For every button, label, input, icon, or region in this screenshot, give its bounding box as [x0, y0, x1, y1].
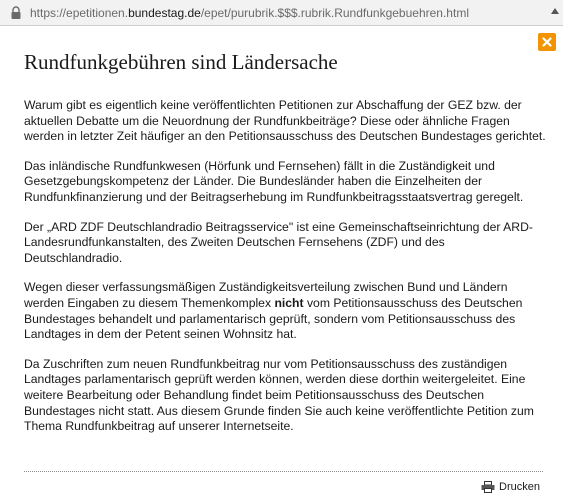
address-bar[interactable]	[0, 0, 563, 26]
scroll-up-arrow-icon[interactable]	[550, 4, 560, 18]
paragraph-beitragsservice: Der „ARD ZDF Deutschlandradio Beitragsservice" ist eine Gemeinschaftseinrichtung der ARD-Landesrundfunkanstalten, des Zweiten Deutschen Fernsehens (ZDF) und des Deutschlandradio.	[24, 219, 533, 265]
paragraph-distribution	[24, 280, 546, 342]
lock-icon	[8, 4, 24, 22]
print-label: Drucken	[499, 481, 540, 493]
url-text[interactable]	[30, 6, 469, 20]
print-button[interactable]	[481, 481, 540, 493]
dialog-content	[24, 50, 546, 449]
url-prefix: https://epetitionen.	[30, 5, 129, 20]
close-button[interactable]	[538, 33, 556, 51]
paragraph-distribution-text-b: vom Petitionsausschuss des Deutschen Bundestages behandelt und parlamentarisch geprüft, sondern vom Petitionsausschuss des Landtages in dem der Petent seinen Wohnsitz hat.	[24, 295, 523, 342]
footer-divider	[24, 471, 543, 472]
paragraph-forwarding: Da Zuschriften zum neuen Rundfunkbeitrag nur vom Petitionsausschuss des zuständigen Landtages parlamentarisch geprüft werden können, werden diese dorthin weitergeleitet. Eine weitere Bearbeitung oder Behandlung findet beim Petitionsausschuss des Deutschen Bundestages nicht statt. Aus diesem Grunde finden Sie auch keine veröffentlichte Petition zum Thema Rundfunkbeitrag auf unserer Internetseite.	[24, 356, 534, 434]
paragraph-competence: Das inländische Rundfunkwesen (Hörfunk und Fernsehen) fällt in die Zuständigkeit und Gesetzgebungskompetenz der Länder. Die Bundesländer haben die Einzelheiten der Rundfunkfinanzierung und der Beitragserhebung im Rundfunkbeitragsstaatsvertrag geregelt.	[24, 158, 524, 204]
paragraph-intro: Warum gibt es eigentlich keine veröffentlichten Petitionen zur Abschaffung der GEZ bzw. der aktuellen Debatte um die Neuordnung der Rundfunkbeiträge? Diese oder ähnliche Fragen werden in letzter Zeit häufiger an den Petitionsausschuss des Deutschen Bundestages gerichtet.	[24, 98, 546, 144]
paragraph-distribution-text-a: Wegen dieser verfassungsmäßigen Zuständigkeitsverteilung zwischen Bund und Ländern werden Eingaben zu diesem Themenkomplex	[24, 280, 508, 310]
paragraph-distribution-emphasis: nicht	[274, 295, 304, 310]
dialog-title: Rundfunkgebühren sind Ländersache	[24, 50, 338, 74]
url-path: /epet/purubrik.$$$.rubrik.Rundfunkgebuehren.html	[200, 5, 469, 20]
printer-icon	[481, 481, 495, 493]
url-host: bundestag.de	[128, 5, 201, 20]
close-x-icon	[542, 37, 552, 47]
